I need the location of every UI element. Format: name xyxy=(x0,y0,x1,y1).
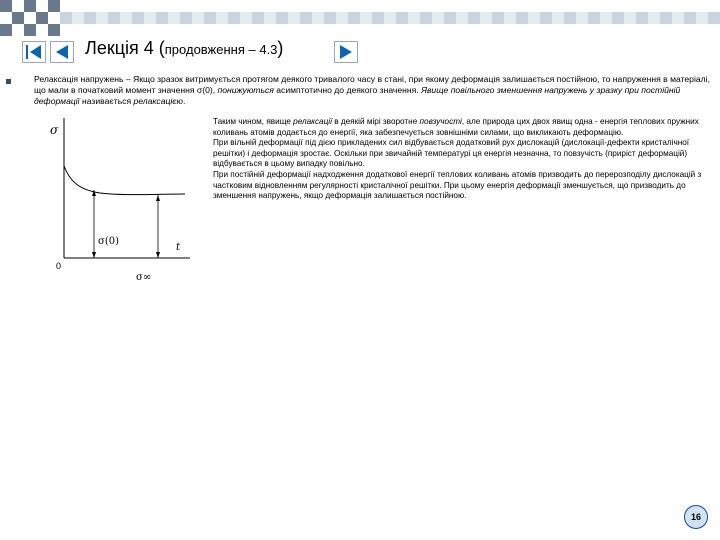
para-text-4: . xyxy=(183,96,186,107)
checker-band-cell xyxy=(96,12,108,24)
checker-cell xyxy=(12,0,24,12)
checker-band-cell xyxy=(528,12,540,24)
sigma-inf-arrow-top xyxy=(156,195,160,201)
checker-band-cell xyxy=(252,12,264,24)
sigma0-arrow-top xyxy=(92,190,96,196)
relaxation-curve xyxy=(64,166,185,195)
checker-band-cell xyxy=(132,12,144,24)
sigma0-arrow-bottom xyxy=(92,252,96,258)
r1-text-b: в деякій мірі зворотне xyxy=(331,117,420,126)
nav-prev-icon xyxy=(23,42,46,63)
r1-italic-a: релаксації xyxy=(293,117,332,126)
checker-band-cell xyxy=(540,12,552,24)
checker-band-cell xyxy=(336,12,348,24)
checker-band-cell xyxy=(324,12,336,24)
checker-cell xyxy=(0,24,12,36)
checker-band-cell xyxy=(708,12,720,24)
t-label: t xyxy=(176,242,181,253)
y-axis-label: σ xyxy=(50,123,59,137)
checker-cell xyxy=(24,12,36,24)
checker-cell xyxy=(48,24,60,36)
checker-band-cell xyxy=(60,12,72,24)
explanation-paragraph-1 xyxy=(213,117,713,138)
checker-band-cell xyxy=(600,12,612,24)
checker-band-cell xyxy=(444,12,456,24)
checker-band-cell xyxy=(360,12,372,24)
checker-band-cell xyxy=(612,12,624,24)
checker-band-cell xyxy=(72,12,84,24)
checker-cell xyxy=(36,12,48,24)
checker-band-cell xyxy=(576,12,588,24)
para-italic-3: релаксацією xyxy=(133,96,184,107)
checker-band-cell xyxy=(624,12,636,24)
para-text-3: називається xyxy=(79,96,134,107)
nav-prev-button[interactable] xyxy=(22,41,46,63)
sigma-inf-label: σ∞ xyxy=(136,272,152,283)
checker-band-cell xyxy=(636,12,648,24)
checker-cell xyxy=(36,24,48,36)
checker-band-cell xyxy=(396,12,408,24)
explanation-paragraph-2: При вільній деформації під дією прикладених сил відбувається додатковий рух дислокацій (дислокації-дефекти кристалічної решітки) і деформація зростає. Оскільки при звичайній температурі ця енергія незначна, то повзучість (приріст деформацій) відбувається в цьому випадку повільно. xyxy=(213,138,690,169)
r1-italic-b: повзучості xyxy=(419,117,462,126)
checker-band-cell xyxy=(204,12,216,24)
checker-band-cell xyxy=(192,12,204,24)
checker-band-cell xyxy=(588,12,600,24)
sigma-inf-arrow-bottom xyxy=(156,252,160,258)
nav-next-button[interactable] xyxy=(334,41,358,63)
checker-band-cell xyxy=(288,12,300,24)
origin-label: 0 xyxy=(56,261,62,271)
page-number-badge: 16 xyxy=(684,505,708,529)
r1-text-c: , але природа цих двох явищ одна - енергія теплових пружних коливань атомів додається до енергії, яка забезпечується зовнішніми силами, що викликають деформацію. xyxy=(213,117,699,137)
square-bullet-icon xyxy=(6,79,11,84)
checker-band-cell xyxy=(216,12,228,24)
explanation-text xyxy=(213,117,713,202)
checker-band-cell xyxy=(408,12,420,24)
explanation-paragraph-3: При постійній деформації надходження додаткової енергії теплових коливань атомів призводить до перерозподілу дислокацій з частковим відновленням регулярності кристалічної решітки. При цьому енергія деформації зменшується, що призводить до зменшення напружень, якщо деформація залишається постійною. xyxy=(213,169,702,201)
checker-band-cell xyxy=(108,12,120,24)
checker-band-cell xyxy=(432,12,444,24)
checker-cell xyxy=(0,0,12,12)
checker-band-cell xyxy=(84,12,96,24)
checker-band-cell xyxy=(492,12,504,24)
nav-back-button[interactable] xyxy=(50,41,74,63)
checker-cell xyxy=(48,12,60,24)
checker-band-cell xyxy=(564,12,576,24)
title-main: Лекція 4 ( xyxy=(85,38,165,58)
title-close: ) xyxy=(277,38,284,58)
checker-band-cell xyxy=(648,12,660,24)
checker-cell xyxy=(12,24,24,36)
checker-band-cell xyxy=(264,12,276,24)
checker-cell xyxy=(24,24,36,36)
checker-cell xyxy=(48,0,60,12)
checker-cell xyxy=(36,0,48,12)
checker-cell xyxy=(0,12,12,24)
checker-band-cell xyxy=(372,12,384,24)
checker-band-cell xyxy=(480,12,492,24)
checker-band-cell xyxy=(312,12,324,24)
checker-band-cell xyxy=(144,12,156,24)
checker-band-cell xyxy=(516,12,528,24)
checker-band-cell xyxy=(228,12,240,24)
para-text-1: Релаксація напружень – Якщо зразок витримується протягом деякого тривалого часу в стані, при якому деформація залишається постійною, то напруження в матеріалі, що мали в початковий момент значення σ(0), xyxy=(34,74,710,96)
para-italic-2: Явище повільного зменшення напружень у зразку при постійній деформації xyxy=(34,85,681,107)
checker-band-cell xyxy=(384,12,396,24)
checker-band-cell xyxy=(420,12,432,24)
checker-band-cell xyxy=(456,12,468,24)
relaxation-graph xyxy=(40,110,210,290)
checker-band-cell xyxy=(180,12,192,24)
nav-next-icon xyxy=(335,42,358,63)
r1-text-a: Таким чином, явище xyxy=(213,117,294,126)
para-text-2: асимптотично до деякого значення. xyxy=(273,85,422,96)
checker-band-cell xyxy=(672,12,684,24)
checker-band-cell xyxy=(276,12,288,24)
checker-band-cell xyxy=(660,12,672,24)
definition-paragraph xyxy=(34,74,710,108)
title-sub: продовження – 4.3 xyxy=(164,42,278,57)
checker-band-cell xyxy=(684,12,696,24)
checker-band-cell xyxy=(348,12,360,24)
checker-band-cell xyxy=(120,12,132,24)
checker-band-cell xyxy=(168,12,180,24)
checker-band-cell xyxy=(552,12,564,24)
checker-cell xyxy=(12,12,24,24)
sigma0-label: σ(0) xyxy=(98,236,119,247)
checker-band-cell xyxy=(240,12,252,24)
page-title xyxy=(85,38,283,59)
header-checker-bar xyxy=(0,0,720,36)
checker-band-cell xyxy=(504,12,516,24)
checker-band-cell xyxy=(156,12,168,24)
checker-band-cell xyxy=(300,12,312,24)
checker-band-cell xyxy=(468,12,480,24)
para-italic-1: понижуються xyxy=(217,85,274,96)
checker-band-cell xyxy=(696,12,708,24)
checker-cell xyxy=(24,0,36,12)
nav-back-icon xyxy=(51,42,74,63)
